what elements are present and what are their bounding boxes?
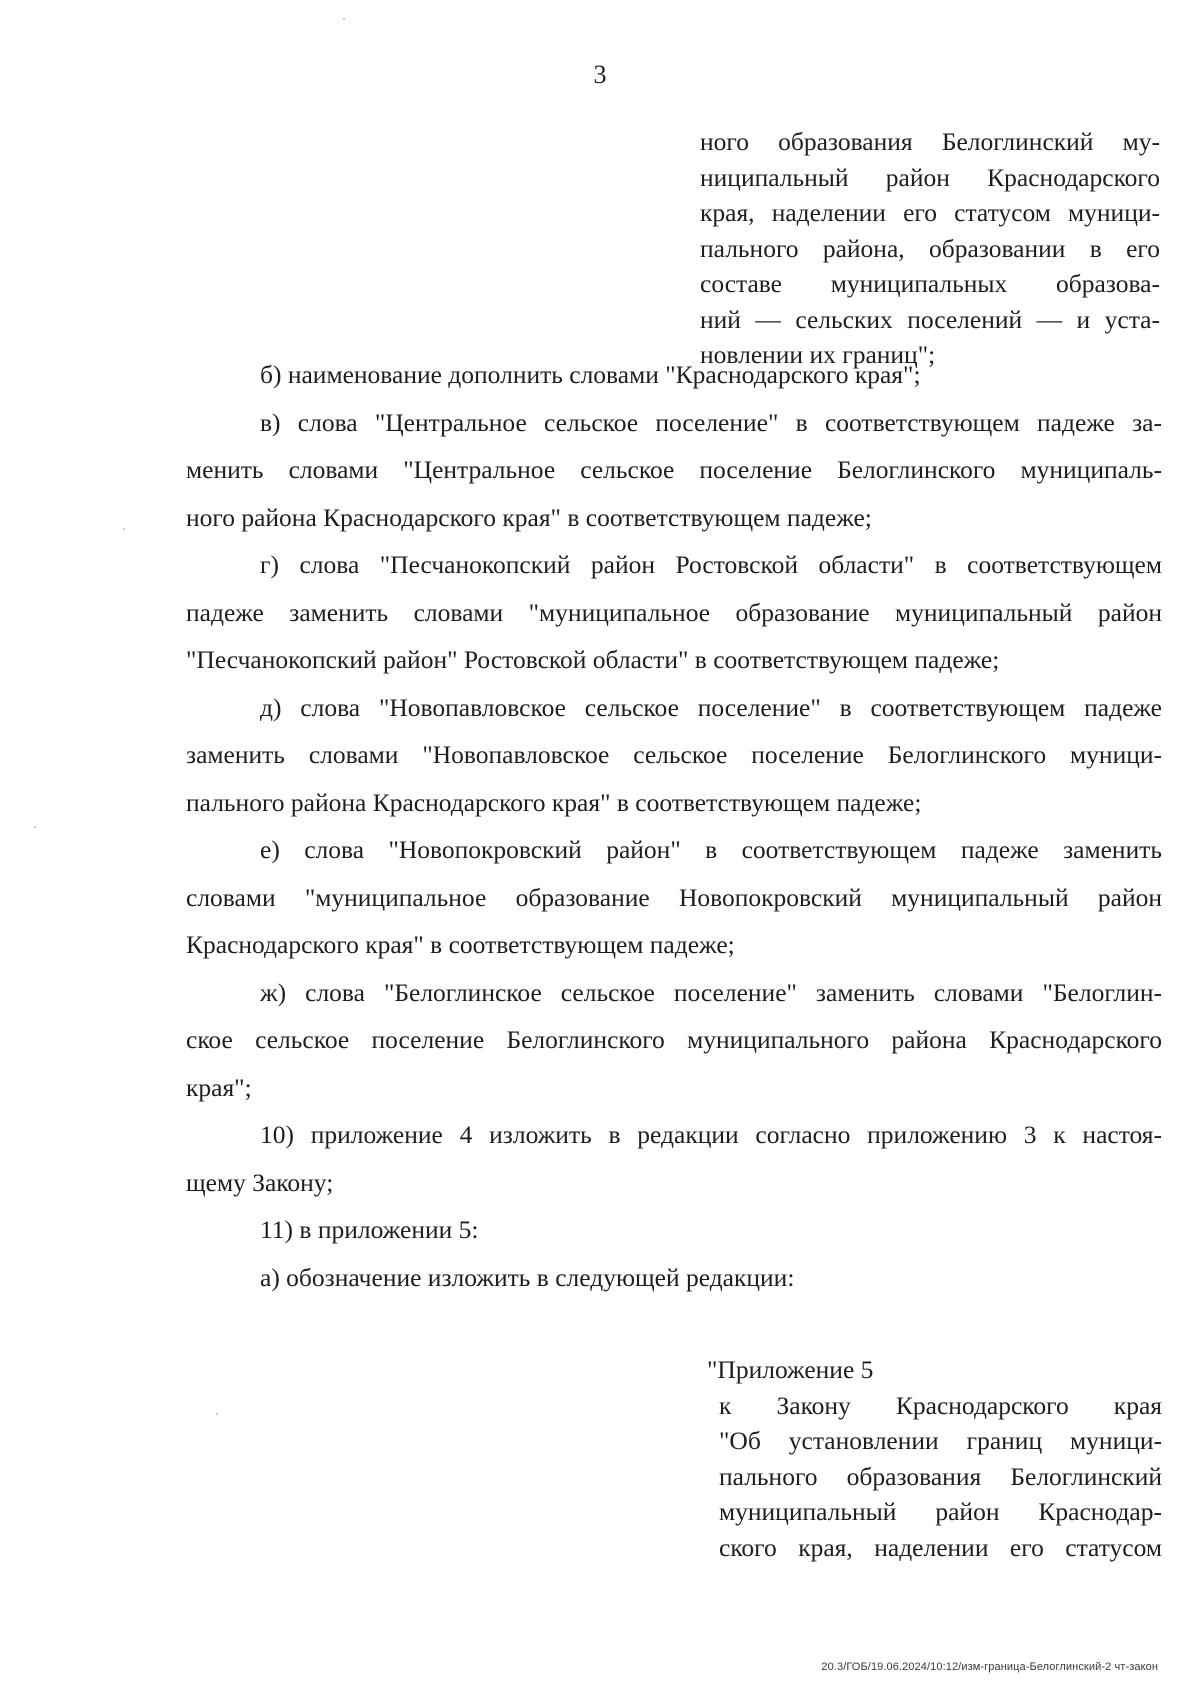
paragraph-line: б) наименование дополнить словами "Краснодарского края"; bbox=[260, 360, 921, 389]
paragraph-line: падеже заменить словами "муниципальное образование муниципальный район bbox=[186, 597, 1162, 627]
paragraph bbox=[186, 351, 1162, 399]
top-block-line: ниципальный район Краснодарского bbox=[700, 162, 1160, 192]
appendix-line: муниципальный район Краснодар- bbox=[719, 1497, 1162, 1526]
scan-speck bbox=[216, 1413, 218, 1415]
paragraph-line: а) обозначение изложить в следующей редакции: bbox=[260, 1262, 795, 1292]
paragraph-line: края"; bbox=[186, 1072, 252, 1102]
paragraph-line: е) слова "Новопокровский район" в соответствующем падеже заменить bbox=[260, 835, 1162, 864]
paragraph-line: г) слова "Песчанокопский район Ростовской области" в соответствующем bbox=[260, 550, 1162, 579]
paragraph-line: ское сельское поселение Белоглинского муниципального района Краснодарского bbox=[186, 1025, 1162, 1054]
scan-speck bbox=[343, 18, 345, 20]
paragraph-line: заменить словами "Новопавловское сельское поселение Белоглинского муници- bbox=[186, 740, 1162, 769]
page-number: 3 bbox=[593, 60, 607, 89]
appendix-line: ского края, наделении его статусом bbox=[719, 1532, 1162, 1562]
top-block-line: края, наделении его статусом муници- bbox=[700, 198, 1160, 227]
paragraph-line: пального района Краснодарского края" в соответствующем падеже; bbox=[186, 787, 922, 817]
paragraph bbox=[186, 1206, 1162, 1254]
paragraph-line: 11) в приложении 5: bbox=[260, 1215, 479, 1244]
top-block-line: ний — сельских поселений — и уста- bbox=[700, 304, 1160, 334]
paragraph bbox=[186, 399, 1162, 542]
appendix-heading: "Приложение 5 bbox=[707, 1355, 874, 1384]
body-text bbox=[186, 351, 1162, 1301]
paragraph-line: менить словами "Центральное сельское поселение Белоглинского муниципаль- bbox=[186, 455, 1162, 484]
paragraph-line: в) слова "Центральное сельское поселение" в соответствующем падеже за- bbox=[260, 407, 1162, 437]
appendix-line: к Закону Краснодарского края bbox=[719, 1390, 1162, 1420]
scan-speck bbox=[34, 826, 36, 828]
paragraph-line: Краснодарского края" в соответствующем падеже; bbox=[186, 930, 735, 959]
document-footer: 20.3/ГОБ/19.06.2024/10:12/изм-граница-Белоглинский-2 чт-закон bbox=[821, 1661, 1158, 1673]
paragraph bbox=[186, 1254, 1162, 1302]
paragraph-line: "Песчанокопский район" Ростовской области" в соответствующем падеже; bbox=[186, 645, 1000, 674]
appendix-caption-block bbox=[707, 1352, 1162, 1565]
paragraph-line: 10) приложение 4 изложить в редакции согласно приложению 3 к настоя- bbox=[260, 1120, 1162, 1149]
top-block-line: пального района, образовании в его bbox=[700, 233, 1160, 263]
top-block-line: ного образования Белоглинский му- bbox=[700, 127, 1160, 156]
paragraph bbox=[186, 826, 1162, 969]
paragraph-line: щему Закону; bbox=[186, 1167, 334, 1197]
appendix-line: "Об установлении границ муници- bbox=[719, 1426, 1162, 1455]
top-block-line: новлении их границ"; bbox=[700, 340, 936, 369]
top-block-line: составе муниципальных образова- bbox=[700, 269, 1160, 298]
paragraph-line: д) слова "Новопавловское сельское поселение" в соответствующем падеже bbox=[260, 692, 1162, 722]
paragraph bbox=[186, 541, 1162, 684]
scan-speck bbox=[123, 528, 125, 530]
paragraph-line: ного района Краснодарского края" в соответствующем падеже; bbox=[186, 502, 872, 532]
paragraph bbox=[186, 969, 1162, 1112]
appendix-line: пального образования Белоглинский bbox=[719, 1461, 1162, 1491]
top-right-block bbox=[700, 124, 1160, 373]
paragraph-line: словами "муниципальное образование Новопокровский муниципальный район bbox=[186, 882, 1162, 912]
paragraph bbox=[186, 1111, 1162, 1206]
paragraph bbox=[186, 684, 1162, 827]
paragraph-line: ж) слова "Белоглинское сельское поселение" заменить словами "Белоглин- bbox=[260, 977, 1162, 1007]
